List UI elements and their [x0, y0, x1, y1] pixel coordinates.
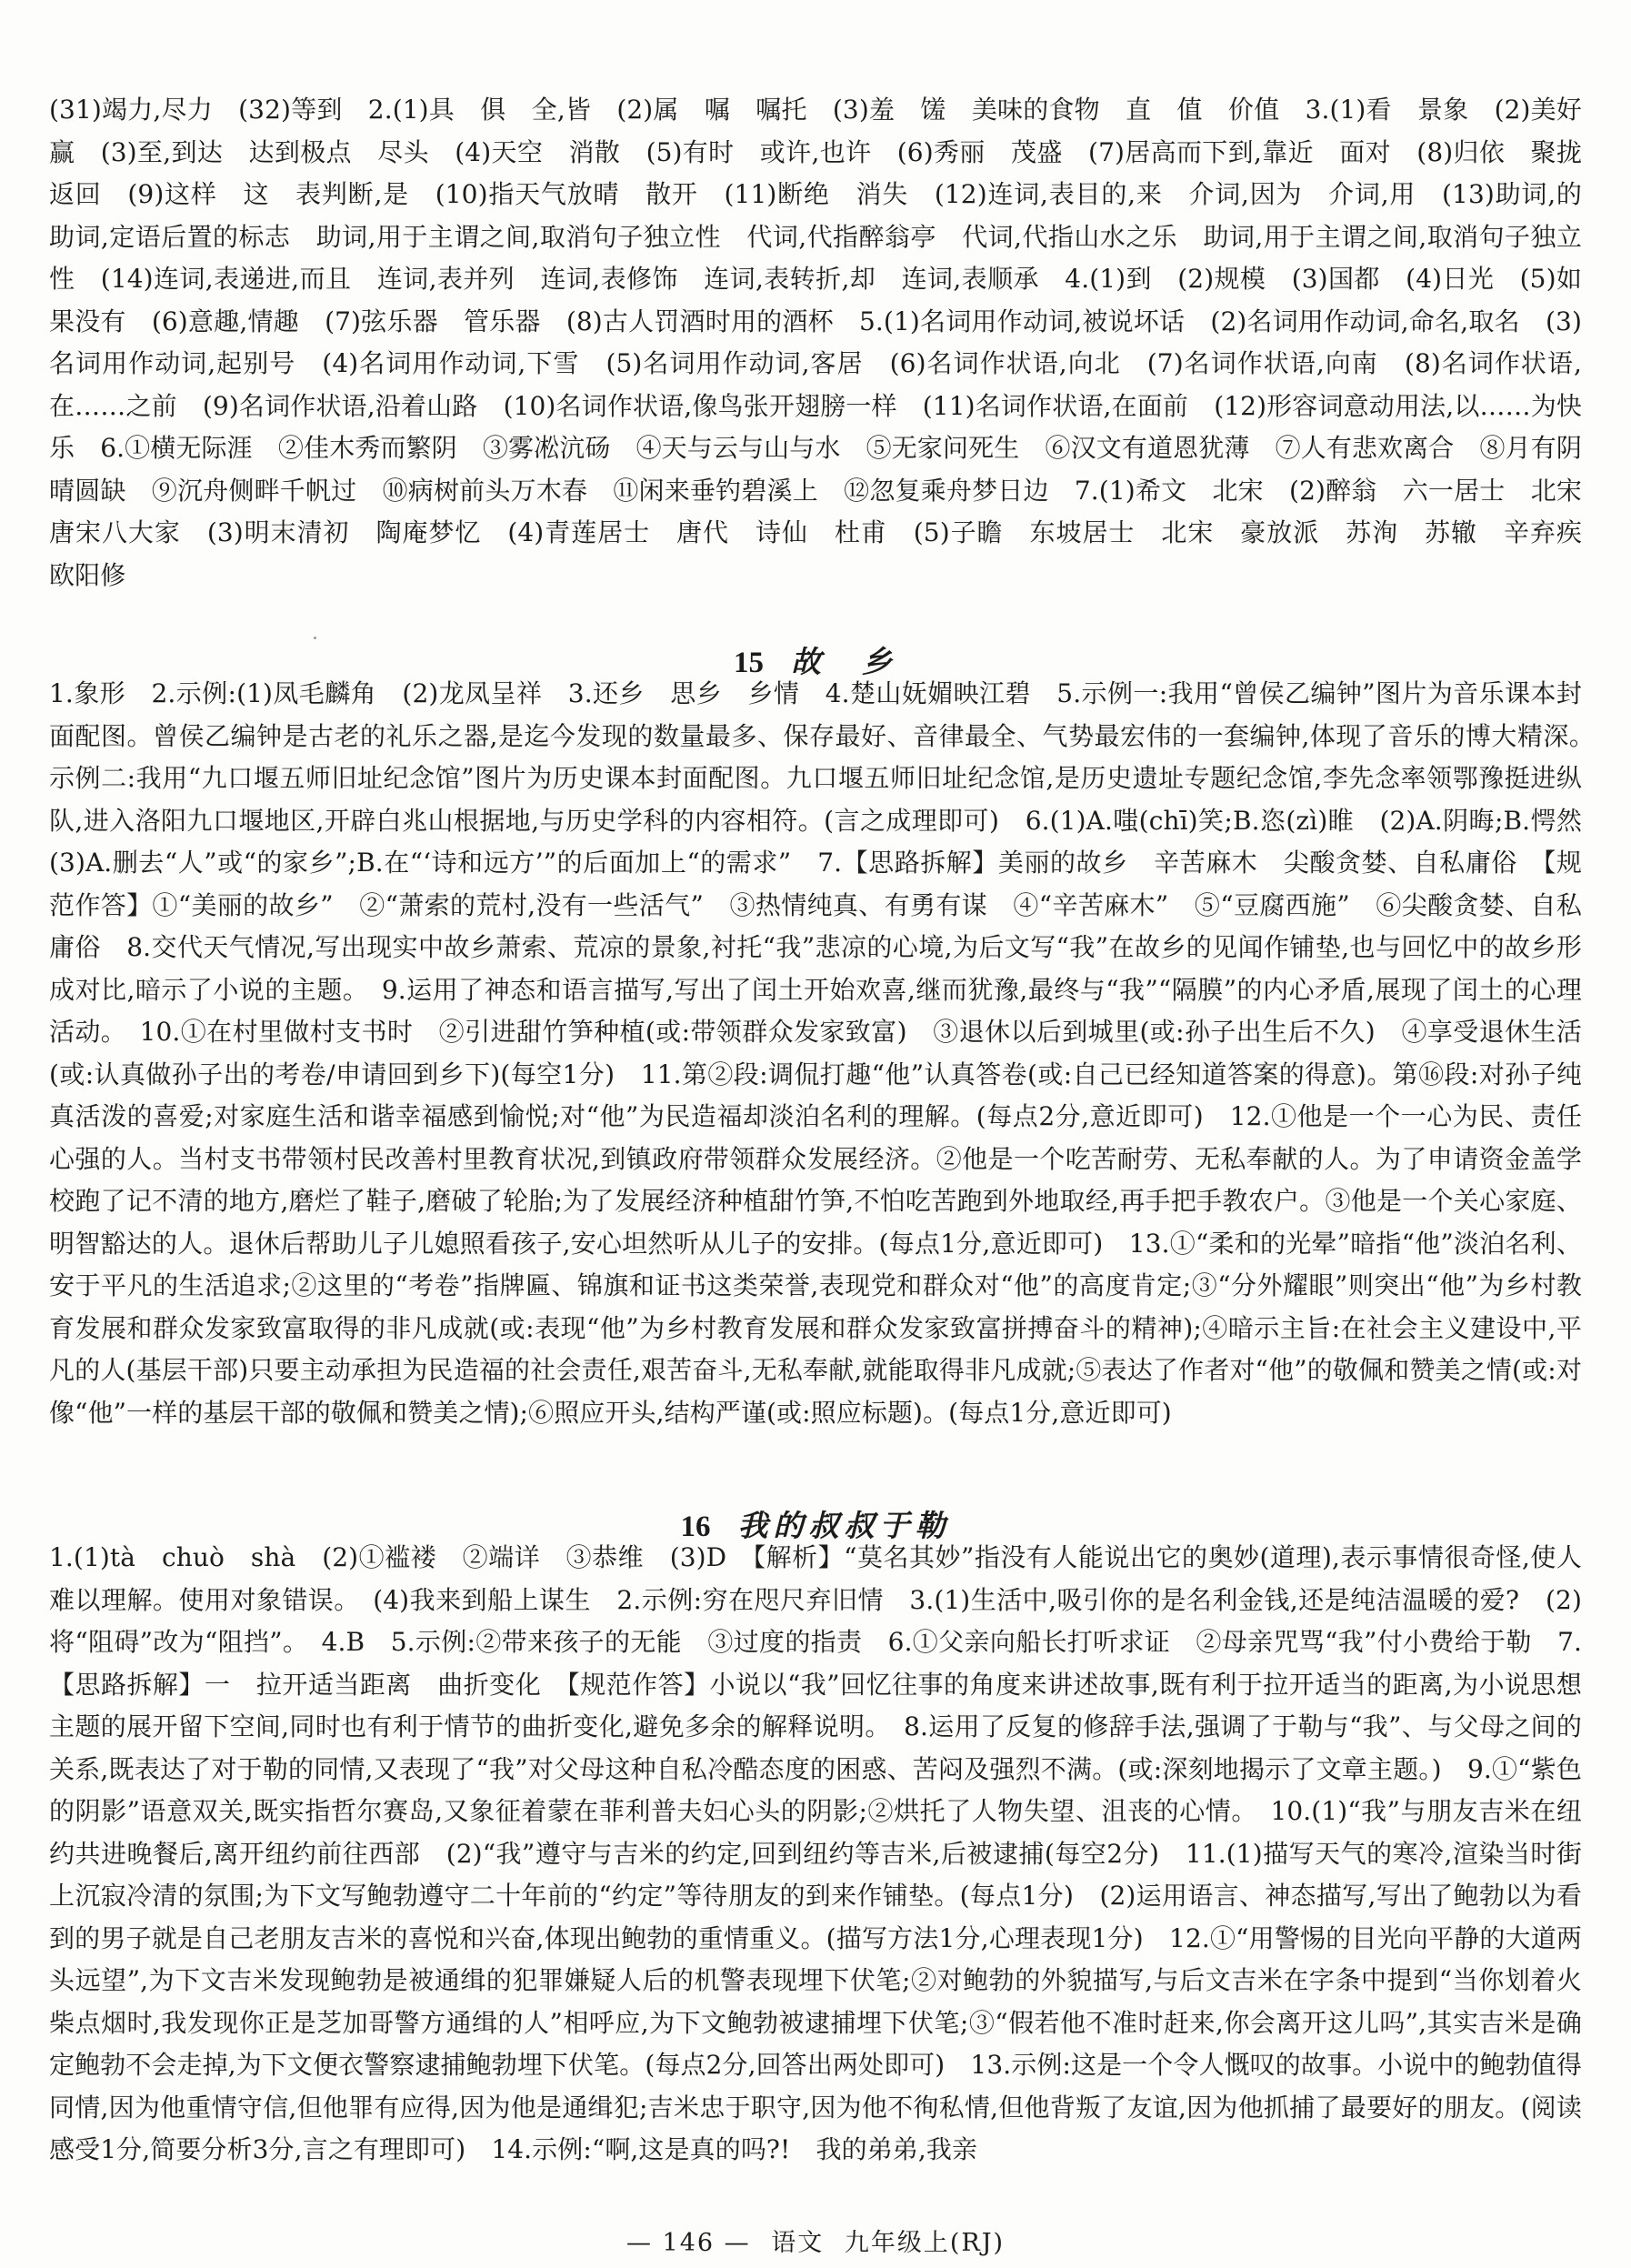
lesson-16-number: 16 — [680, 1510, 711, 1543]
page-number: — 146 — — [625, 2229, 751, 2257]
footer-grade: 九年级上(RJ) — [844, 2229, 1006, 2257]
previous-section-answers — [49, 89, 1608, 597]
lesson-16-answers — [49, 1537, 1582, 2172]
lesson-16-text: 1.(1)tà chuò shà (2)①褴褛 ②端详 ③恭维 (3)D 【解析】“莫名其妙”指没有人能说出它的奥妙(道理),表示事情很奇怪,使人难以理解。使用对象错误。 (4)我来到船上谋生 2.示例:穷在咫尺弃旧情 3.(1)生活中,吸引你的是名利金钱,还是纯洁温暖的爱? (2)将“阻碍”改为“阻挡”。 4.B 5.示例:②带来孩子的无能 ③过度的指责 6.①父亲向船长打听求证 ②母亲咒骂“我”付小费给于勒 7.【思路拆解】一 拉开适当距离 曲折变化 【规范作答】小说以“我”回忆往事的角度来讲述故事,既有利于拉开适当的距离,为小说思想主题的展开留下空间,同时也有利于情节的曲折变化,避免多余的解释说明。 8.运用了反复的修辞手法,强调了于勒与“我”、与父母之间的关系,既表达了对于勒的同情,又表现了“我”对父母这种自私冷酷态度的困惑、苦闷及强烈不满。(或:深刻地揭示了文章主题。) 9.①“紫色的阴影”语意双关,既实指哲尔赛岛,又象征着蒙在菲利普夫妇心头的阴影;②烘托了人物失望、沮丧的心情。 10.(1)“我”与朋友吉米在纽约共进晚餐后,离开纽约前往西部 (2)“我”遵守与吉米的约定,回到纽约等吉米,后被逮捕(每空2分) 11.(1)描写天气的寒冷,渲染当时街上沉寂冷清的氛围;为下文写鲍勃遵守二十年前的“约定”等待朋友的到来作铺垫。(每点1分) (2)运用语言、神态描写,写出了鲍勃以为看到的男子就是自己老朋友吉米的喜悦和兴奋,体现出鲍勃的重情重义。(描写方法1分,心理表现1分) 12.①“用警惕的目光向平静的大道两头远望”,为下文吉米发现鲍勃是被通缉的犯罪嫌疑人后的机警表现埋下伏笔;②对鲍勃的外貌描写,与后文吉米在字条中提到“当你划着火柴点烟时,我发现你正是芝加哥警方通缉的人”相呼应,为下文鲍勃被逮捕埋下伏笔;③“假若他不准时赶来,你会离开这儿吗”,其实吉米是确定鲍勃不会走掉,为下文便衣警察逮捕鲍勃埋下伏笔。(每点2分,回答出两处即可) 13.示例:这是一个令人慨叹的故事。小说中的鲍勃值得同情,因为他重情守信,但他罪有应得,因为他是通缉犯;吉米忠于职守,因为他不徇私情,但他背叛了友谊,因为他抓捕了最要好的朋友。(阅读感受1分,简要分析3分,言之有理即可) 14.示例:“啊,这是真的吗?! 我的弟弟,我亲 — [49, 1542, 1582, 2164]
lesson-16-title: 我的叔叔于勒 — [737, 1508, 951, 1543]
lesson-15-title: 故 乡 — [791, 644, 897, 679]
previous-section-text: (31)竭力,尽力 (32)等到 2.(1)具 俱 全,皆 (2)属 嘱 嘱托 (3)羞 馐 美味的食物 直 值 价值 3.(1)看 景象 (2)美好 赢 (3)至,到达 达到极点 尽头 (4)天空 消散 (5)有时 或许,也许 (6)秀丽 茂盛 (7)居高而下到,靠近 面对 (8)归依 聚拢 返回 (9)这样 这 表判断,是 (10)指天气放晴 散开 (11)断绝 消失 (12)连词,表目的,来 介词,因为 介词,用 (13)助词,的 助词,定语后置的标志 助词,用于主谓之间,取消句子独立性 代词,代指醉翁亭 代词,代指山水之乐 助词,用于主谓之间,取消句子独立性 (14)连词,表递进,而且 连词,表并列 连词,表修饰 连词,表转折,却 连词,表顺承 4.(1)到 (2)规模 (3)国都 (4)日光 (5)如果没有 (6)意趣,情趣 (7)弦乐器 管乐器 (8)古人罚酒时用的酒杯 5.(1)名词用作动词,被说坏话 (2)名词用作动词,命名,取名 (3)名词用作动词,起别号 (4)名词用作动词,下雪 (5)名词用作动词,客居 (6)名词作状语,向北 (7)名词作状语,向南 (8)名词作状语,在……之前 (9)名词作状语,沿着山路 (10)名词作状语,像鸟张开翅膀一样 (11)名词作状语,在面前 (12)形容词意动用法,以……为快乐 6.①横无际涯 ②佳木秀而繁阴 ③雾凇沆砀 ④天与云与山与水 ⑤无家问死生 ⑥汉文有道恩犹薄 ⑦人有悲欢离合 ⑧月有阴晴圆缺 ⑨沉舟侧畔千帆过 ⑩病树前头万木春 ⑪闲来垂钓碧溪上 ⑫忽复乘舟梦日边 7.(1)希文 北宋 (2)醉翁 六一居士 北宋 唐宋八大家 (3)明末清初 陶庵梦忆 (4)青莲居士 唐代 诗仙 杜甫 (5)子瞻 东坡居士 北宋 豪放派 苏洵 苏辙 辛弃疾 欧阳修 — [49, 95, 1608, 590]
footer-subject: 语文 — [771, 2229, 825, 2257]
lesson-15-answers — [49, 673, 1608, 1434]
lesson-15-number: 15 — [734, 647, 764, 679]
page-footer — [0, 2223, 1631, 2258]
lesson-15-text: 1.象形 2.示例:(1)凤毛麟角 (2)龙凤呈祥 3.还乡 思乡 乡情 4.楚山妩媚映江碧 5.示例一:我用“曾侯乙编钟”图片为音乐课本封面配图。曾侯乙编钟是古老的礼乐之器,是迄今发现的数量最多、保存最好、音律最全、气势最宏伟的一套编钟,体现了音乐的博大精深。 示例二:我用“九口堰五师旧址纪念馆”图片为历史课本封面配图。九口堰五师旧址纪念馆,是历史遗址专题纪念馆,李先念率领鄂豫挺进纵队,进入洛阳九口堰地区,开辟白兆山根据地,与历史学科的内容相符。(言之成理即可) 6.(1)A.嗤(chī)笑;B.恣(zì)睢 (2)A.阴晦;B.愕然 (3)A.删去“人”或“的家乡”;B.在“‘诗和远方’”的后面加上“的需求” 7.【思路拆解】美丽的故乡 辛苦麻木 尖酸贪婪、自私庸俗 【规范作答】①“美丽的故乡” ②“萧索的荒村,没有一些活气” ③热情纯真、有勇有谋 ④“辛苦麻木” ⑤“豆腐西施” ⑥尖酸贪婪、自私庸俗 8.交代天气情况,写出现实中故乡萧索、荒凉的景象,衬托“我”悲凉的心境,为后文写“我”在故乡的见闻作铺垫,也与回忆中的故乡形成对比,暗示了小说的主题。 9.运用了神态和语言描写,写出了闰土开始欢喜,继而犹豫,最终与“我”“隔膜”的内心矛盾,展现了闰土的心理活动。 10.①在村里做村支书时 ②引进甜竹笋种植(或:带领群众发家致富) ③退休以后到城里(或:孙子出生后不久) ④享受退休生活(或:认真做孙子出的考卷/申请回到乡下)(每空1分) 11.第②段:调侃打趣“他”认真答卷(或:自己已经知道答案的得意)。第⑯段:对孙子纯真活泼的喜爱;对家庭生活和谐幸福感到愉悦;对“他”为民造福却淡泊名利的理解。(每点2分,意近即可) 12.①他是一个一心为民、责任心强的人。当村支书带领村民改善村里教育状况,到镇政府带领群众发展经济。②他是一个吃苦耐劳、无私奉献的人。为了申请资金盖学校跑了记不清的地方,磨烂了鞋子,磨破了轮胎;为了发展经济种植甜竹笋,不怕吃苦跑到外地取经,再手把手教农户。③他是一个关心家庭、明智豁达的人。退休后帮助儿子儿媳照看孩子,安心坦然听从儿子的安排。(每点1分,意近即可) 13.①“柔和的光晕”暗指“他”淡泊名利、安于平凡的生活追求;②这里的“考卷”指牌匾、锦旗和证书这类荣誉,表现党和群众对“他”的高度肯定;③“分外耀眼”则突出“他”为乡村教育发展和群众发家致富取得的非凡成就(或:表现“他”为乡村教育发展和群众发家致富拼搏奋斗的精神);④暗示主旨:在社会主义建设中,平凡的人(基层干部)只要主动承担为民造福的社会责任,艰苦奋斗,无私奉献,就能取得非凡成就;⑤表达了作者对“他”的敬佩和赞美之情(或:对像“他”一样的基层干部的敬佩和赞美之情);⑥照应开头,结构严谨(或:照应标题)。(每点1分,意近即可) — [49, 678, 1608, 1428]
